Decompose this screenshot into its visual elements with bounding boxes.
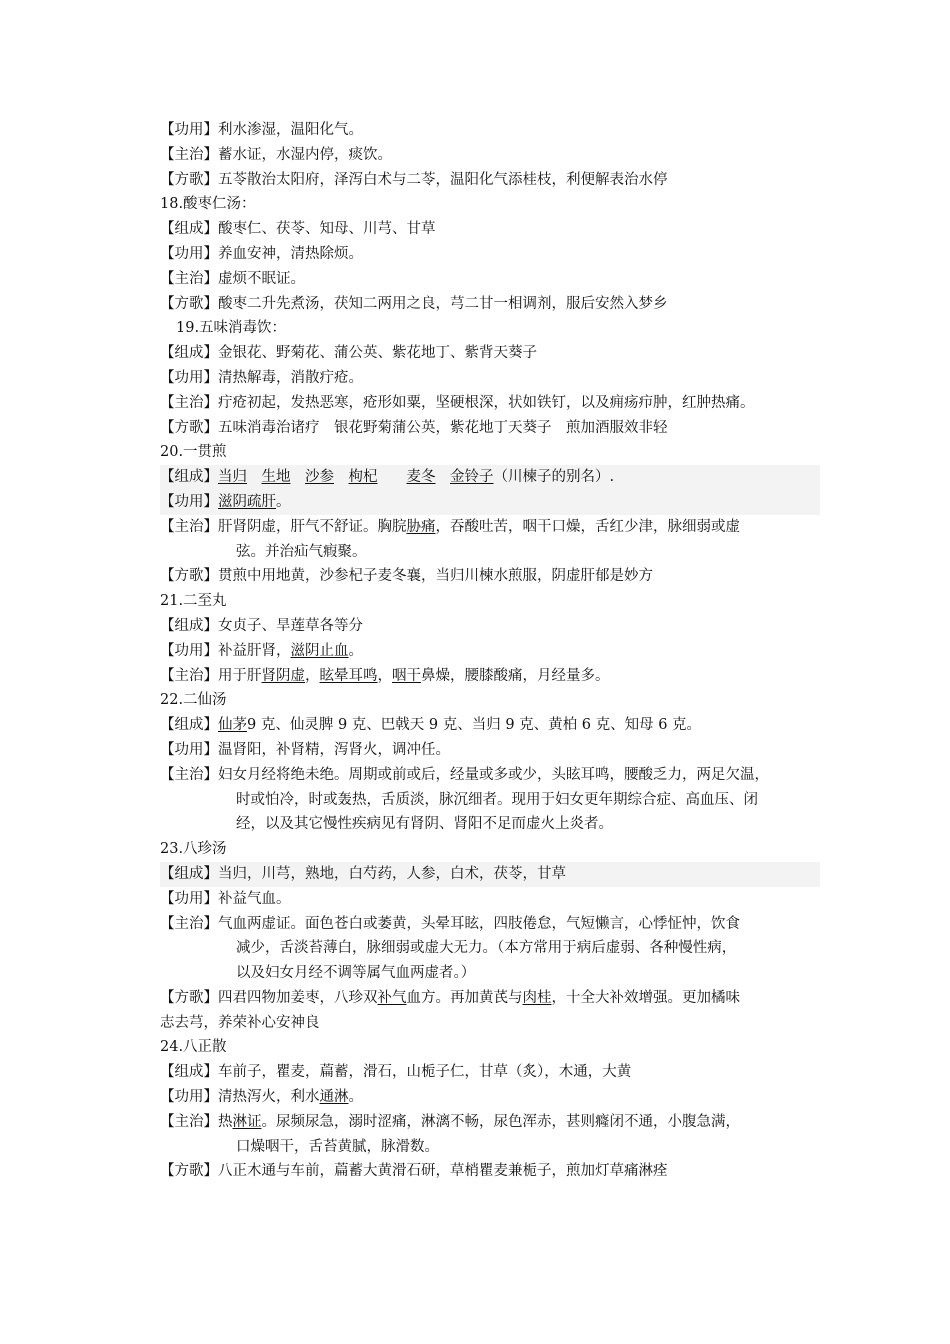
field-text: ，	[377, 667, 392, 684]
continuation-line	[160, 788, 820, 813]
formula-entry-bazheng	[160, 1035, 820, 1184]
formula-title: 18.酸枣仁汤：	[160, 196, 256, 213]
field-label: 【组成】	[160, 221, 218, 238]
underlined-term: 麦冬	[406, 469, 436, 486]
field-line	[160, 292, 820, 317]
field-line	[160, 490, 820, 515]
field-line	[160, 664, 820, 689]
field-text: 弦。并治疝气瘕聚。	[236, 543, 367, 560]
formula-entry-wuweixiaodu	[160, 316, 820, 440]
field-text	[247, 469, 262, 485]
formula-entry-yiguanjian	[160, 440, 820, 589]
field-text: 虚烦不眠证。	[218, 270, 305, 287]
field-label: 【主治】	[160, 915, 218, 932]
field-label: 【组成】	[160, 717, 218, 734]
field-line	[160, 614, 820, 639]
field-label: 【方歌】	[160, 295, 218, 312]
field-text: 利水渗湿，温阳化气。	[218, 122, 363, 138]
field-text: 五味消毒治诸疗 银花野菊蒲公英，紫花地丁天葵子 煎加酒服效非轻	[218, 419, 668, 436]
field-text	[378, 469, 407, 485]
field-line	[160, 391, 820, 416]
field-line	[160, 713, 820, 738]
field-text	[334, 469, 349, 485]
underlined-term: 当归	[218, 469, 247, 486]
field-label: 【方歌】	[160, 989, 218, 1006]
field-label: 【主治】	[160, 1113, 218, 1130]
field-label: 【功用】	[160, 642, 218, 659]
field-text: 疔疮初起，发热恶寒，疮形如粟，坚硬根深，状如铁钉，以及痈疡疖肿，红肿热痛。	[218, 394, 755, 411]
field-line	[160, 912, 820, 937]
underlined-term: 淋证	[232, 1113, 262, 1130]
field-text: 气血两虚证。面色苍白或萎黄，头晕耳眩，四肢倦怠，气短懒言，心悸怔忡，饮食	[218, 915, 740, 932]
formula-title: 21.二至丸	[160, 593, 227, 610]
underlined-term: 通淋	[319, 1089, 349, 1106]
field-line	[160, 862, 820, 887]
field-line	[160, 242, 820, 267]
field-label: 【功用】	[160, 890, 218, 907]
field-label: 【主治】	[160, 518, 218, 535]
formula-title: 19.五味消毒饮：	[176, 320, 287, 337]
field-label: 【主治】	[160, 394, 218, 411]
field-text: 当归，川芎，熟地，白芍药，人参，白术，茯苓，甘草	[218, 865, 566, 882]
field-line	[160, 416, 820, 441]
field-text	[436, 469, 451, 485]
field-text: 补益气血。	[218, 890, 291, 907]
field-label: 【方歌】	[160, 419, 218, 436]
underlined-term: 滋阴止血	[290, 642, 349, 659]
continuation-line	[160, 812, 820, 837]
field-text: 热	[218, 1113, 233, 1130]
field-label: 【组成】	[160, 865, 218, 882]
formula-title: 24.八正散	[160, 1039, 227, 1056]
field-text: 补益肝肾，	[218, 642, 291, 659]
field-line	[160, 738, 820, 763]
continuation-line	[160, 936, 820, 961]
field-text: 酸枣二升先煮汤，茯知二两用之良，芎二甘一相调剂，服后安然入梦乡	[218, 295, 668, 312]
field-text: 志去芎，养荣补心安神良	[160, 1014, 320, 1031]
field-line	[160, 168, 820, 193]
formula-entry-bazhen	[160, 837, 820, 1035]
field-label: 【功用】	[160, 122, 218, 138]
field-line	[160, 1085, 820, 1110]
field-line	[160, 515, 820, 540]
field-text: 经，以及其它慢性疾病见有肾阴、肾阳不足而虚火上炎者。	[236, 816, 613, 833]
field-text: 清热解毒，消散疔疮。	[218, 369, 363, 386]
formula-entry-erxian	[160, 688, 820, 837]
formula-title: 23.八珍汤	[160, 841, 227, 858]
field-label: 【方歌】	[160, 568, 218, 585]
field-text: 蓄水证，水湿内停，痰饮。	[218, 146, 392, 163]
field-text: 女贞子、旱莲草各等分	[218, 617, 363, 634]
field-label: 【功用】	[160, 245, 218, 262]
field-text: 时或怕冷，时或轰热，舌质淡，脉沉细者。现用于妇女更年期综合症、高血压、闭	[236, 791, 758, 808]
field-text: 车前子，瞿麦，萹蓄，滑石，山栀子仁，甘草（炙），木通，大黄	[218, 1064, 632, 1081]
field-text: 肝肾阴虚，肝气不舒证。胸脘	[218, 518, 407, 535]
field-label: 【功用】	[160, 369, 218, 386]
field-label: 【方歌】	[160, 1163, 218, 1180]
field-label: 【功用】	[160, 741, 218, 758]
field-label: 【主治】	[160, 766, 218, 783]
field-line	[160, 887, 820, 912]
continuation-line	[160, 1135, 820, 1160]
field-line	[160, 366, 820, 391]
underlined-term: 滋阴疏肝	[218, 493, 276, 510]
field-line	[160, 341, 820, 366]
field-text: 四君四物加姜枣，八珍双	[218, 989, 378, 1006]
field-text: 贯煎中用地黄，沙参杞子麦冬襄，当归川楝水煎服，阴虚肝郁是妙方	[218, 568, 653, 585]
field-text: 用于肝	[218, 667, 262, 684]
field-text: 血方。再加黄芪与	[406, 989, 523, 1006]
underlined-term: 胁痛	[406, 518, 436, 535]
field-text: 温肾阳，补肾精，泻肾火，调冲任。	[218, 741, 450, 758]
field-label: 【组成】	[160, 617, 218, 634]
underlined-term: 枸杞	[348, 469, 378, 486]
underlined-term: 肾阴虚	[261, 667, 305, 684]
formula-entry-suanzaoren	[160, 192, 820, 316]
continuation-line	[160, 961, 820, 986]
continuation-line	[160, 1011, 820, 1036]
field-line	[160, 564, 820, 589]
formula-entry-wuling-tail	[160, 118, 820, 192]
field-text: 。尿频尿急，溺时涩痛，淋漓不畅，尿色浑赤，甚则癃闭不通，小腹急满，	[261, 1113, 740, 1130]
underlined-term: 补气	[377, 989, 407, 1006]
field-line	[160, 1110, 820, 1135]
field-text: 9 克、仙灵脾 9 克、巴戟天 9 克、当归 9 克、黄柏 6 克、知母 6 克。	[247, 717, 702, 734]
field-label: 【组成】	[160, 469, 218, 486]
field-text: 八正木通与车前，萹蓄大黄滑石研，草梢瞿麦兼栀子，煎加灯草痛淋痊	[218, 1163, 668, 1180]
field-line	[160, 143, 820, 168]
field-label: 【功用】	[160, 1089, 218, 1106]
field-text: 。	[348, 1089, 363, 1106]
field-text: ，	[305, 667, 320, 684]
underlined-term: 眩晕耳鸣	[319, 667, 378, 684]
field-text: 以及妇女月经不调等属气血两虚者。）	[236, 965, 476, 982]
field-label: 【主治】	[160, 146, 218, 163]
field-line	[160, 1159, 820, 1184]
field-text: 养血安神，清热除烦。	[218, 245, 363, 262]
field-text: 鼻燥，腰膝酸痛，月经量多。	[421, 667, 610, 684]
field-line	[160, 763, 820, 788]
underlined-term: 沙参	[305, 469, 334, 486]
field-label: 【组成】	[160, 1064, 218, 1081]
field-text: 减少，舌淡苔薄白，脉细弱或虚大无力。（本方常用于病后虚弱、各种慢性病，	[236, 940, 737, 957]
field-text: 清热泻火，利水	[218, 1089, 320, 1106]
field-text: ，吞酸吐苦，咽干口燥，舌红少津，脉细弱或虚	[435, 518, 740, 535]
formula-title: 22.二仙汤	[160, 692, 227, 709]
field-line	[160, 1060, 820, 1085]
field-line	[160, 986, 820, 1011]
formula-entry-erzhiwan	[160, 589, 820, 688]
field-text: 金银花、野菊花、蒲公英、紫花地丁、紫背天葵子	[218, 345, 537, 362]
field-line	[160, 465, 820, 490]
underlined-term: 金铃子	[450, 469, 494, 486]
field-text: ，十全大补效增强。更加橘味	[551, 989, 740, 1006]
field-line	[160, 639, 820, 664]
field-label: 【组成】	[160, 345, 218, 362]
field-text	[291, 469, 306, 485]
field-label: 【功用】	[160, 493, 218, 510]
field-text: 五苓散治太阳府，泽泻白术与二苓，温阳化气添桂枝，利便解表治水停	[218, 171, 668, 188]
underlined-term: 仙茅	[218, 717, 247, 734]
field-text: （川楝子的别名）.	[493, 469, 615, 486]
field-text: 。	[276, 493, 291, 510]
field-text: 妇女月经将绝未绝。周期或前或后，经量或多或少，头眩耳鸣，腰酸乏力，两足欠温，	[218, 766, 769, 783]
field-text: 口燥咽干，舌苔黄腻，脉滑数。	[236, 1138, 439, 1155]
document-page	[160, 118, 820, 1184]
underlined-term: 肉桂	[522, 989, 552, 1006]
underlined-term: 咽干	[392, 667, 421, 684]
field-label: 【主治】	[160, 667, 218, 684]
field-line	[160, 118, 820, 143]
field-label: 【方歌】	[160, 171, 218, 188]
field-line	[160, 217, 820, 242]
field-line	[160, 267, 820, 292]
field-label: 【主治】	[160, 270, 218, 287]
continuation-line	[160, 540, 820, 565]
field-text: 酸枣仁、茯苓、知母、川芎、甘草	[218, 221, 436, 238]
underlined-term: 生地	[261, 469, 291, 486]
field-text: 。	[348, 642, 363, 659]
formula-title: 20.一贯煎	[160, 444, 227, 461]
